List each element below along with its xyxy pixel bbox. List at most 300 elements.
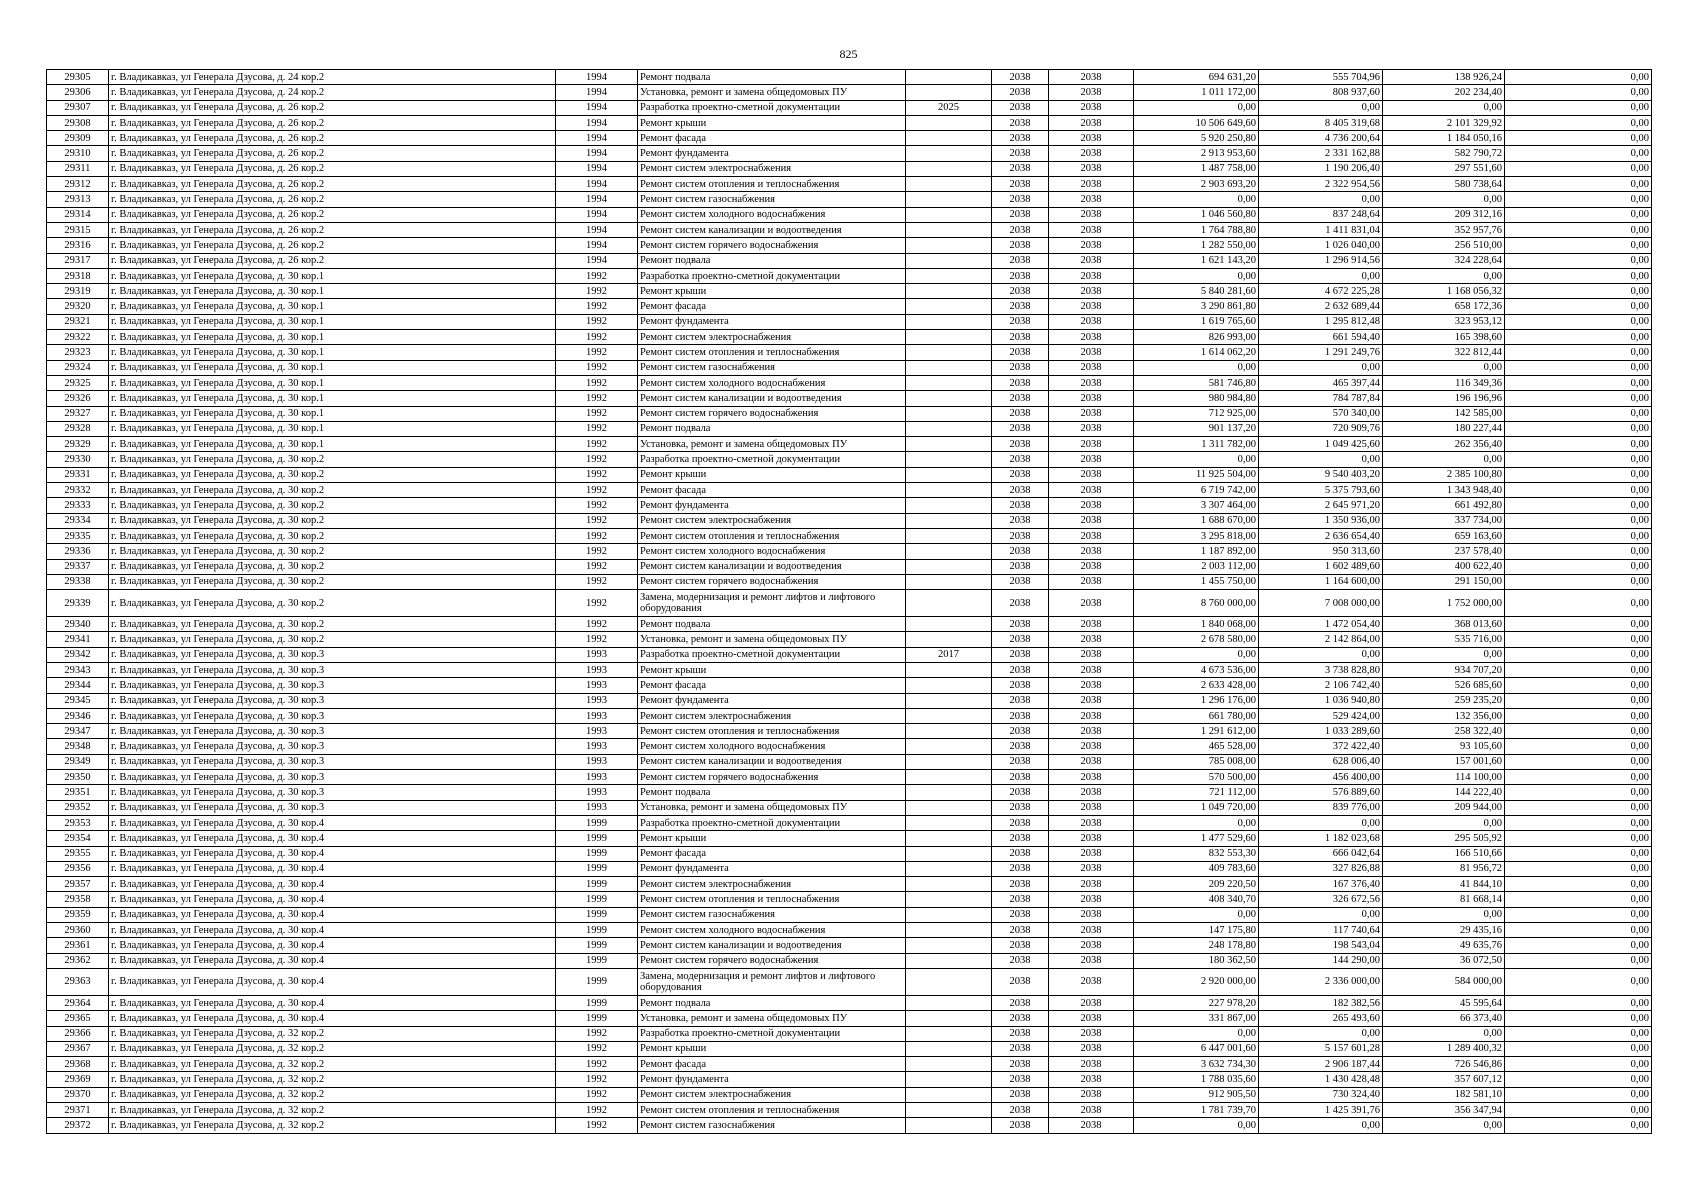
- fund-cost-cell: 372 422,40: [1259, 739, 1383, 754]
- other-cost-cell: 0,00: [1505, 161, 1652, 176]
- fund-cost-cell: 2 636 654,40: [1259, 528, 1383, 543]
- other-cost-cell: 0,00: [1505, 1057, 1652, 1072]
- fund-cost-cell: 839 776,00: [1259, 800, 1383, 815]
- start-year-cell: 2038: [992, 284, 1049, 299]
- total-cost-cell: 785 008,00: [1134, 754, 1259, 769]
- start-year-cell: 2038: [992, 467, 1049, 482]
- repair-schedule-table: [46, 69, 1652, 1134]
- row-number: 29340: [47, 617, 109, 632]
- built-year-cell: 1993: [556, 708, 638, 723]
- other-cost-cell: 0,00: [1505, 1026, 1652, 1041]
- fund-cost-cell: 1 425 391,76: [1259, 1103, 1383, 1118]
- row-number: 29347: [47, 724, 109, 739]
- other-cost-cell: 0,00: [1505, 131, 1652, 146]
- table-row: [47, 739, 1652, 754]
- planned-year-cell: [906, 907, 992, 922]
- work-type-cell: Ремонт крыши: [638, 1041, 906, 1056]
- table-row: [47, 800, 1652, 815]
- other-cost-cell: 0,00: [1505, 70, 1652, 85]
- built-year-cell: 1993: [556, 724, 638, 739]
- fund-cost-cell: 0,00: [1259, 192, 1383, 207]
- built-year-cell: 1992: [556, 452, 638, 467]
- other-cost-cell: 0,00: [1505, 406, 1652, 421]
- start-year-cell: 2038: [992, 452, 1049, 467]
- table-row: [47, 70, 1652, 85]
- owner-cost-cell: 237 578,40: [1383, 544, 1505, 559]
- owner-cost-cell: 81 956,72: [1383, 861, 1505, 876]
- fund-cost-cell: 2 322 954,56: [1259, 177, 1383, 192]
- owner-cost-cell: 0,00: [1383, 100, 1505, 115]
- end-year-cell: 2038: [1049, 953, 1134, 968]
- total-cost-cell: 0,00: [1134, 192, 1259, 207]
- total-cost-cell: 209 220,50: [1134, 877, 1259, 892]
- table-row: [47, 177, 1652, 192]
- planned-year-cell: [906, 1072, 992, 1087]
- row-number: 29305: [47, 70, 109, 85]
- row-number: 29326: [47, 391, 109, 406]
- row-number: 29322: [47, 330, 109, 345]
- other-cost-cell: 0,00: [1505, 693, 1652, 708]
- planned-year-cell: 2025: [906, 100, 992, 115]
- planned-year-cell: [906, 590, 992, 617]
- fund-cost-cell: 2 331 162,88: [1259, 146, 1383, 161]
- address-cell: г. Владикавказ, ул Генерала Дзусова, д. 26 кор.2: [109, 222, 556, 237]
- row-number: 29362: [47, 953, 109, 968]
- fund-cost-cell: 0,00: [1259, 268, 1383, 283]
- fund-cost-cell: 1 049 425,60: [1259, 437, 1383, 452]
- other-cost-cell: 0,00: [1505, 268, 1652, 283]
- total-cost-cell: 1 282 550,00: [1134, 238, 1259, 253]
- table-row: [47, 238, 1652, 253]
- table-row: [47, 923, 1652, 938]
- owner-cost-cell: 1 752 000,00: [1383, 590, 1505, 617]
- row-number: 29328: [47, 421, 109, 436]
- start-year-cell: 2038: [992, 1026, 1049, 1041]
- built-year-cell: 1994: [556, 70, 638, 85]
- total-cost-cell: 2 913 953,60: [1134, 146, 1259, 161]
- address-cell: г. Владикавказ, ул Генерала Дзусова, д. 26 кор.2: [109, 161, 556, 176]
- other-cost-cell: 0,00: [1505, 452, 1652, 467]
- total-cost-cell: 0,00: [1134, 815, 1259, 830]
- other-cost-cell: 0,00: [1505, 513, 1652, 528]
- start-year-cell: 2038: [992, 345, 1049, 360]
- owner-cost-cell: 0,00: [1383, 1118, 1505, 1133]
- start-year-cell: 2038: [992, 161, 1049, 176]
- planned-year-cell: [906, 724, 992, 739]
- table-row: [47, 1118, 1652, 1133]
- fund-cost-cell: 265 493,60: [1259, 1011, 1383, 1026]
- start-year-cell: 2038: [992, 617, 1049, 632]
- fund-cost-cell: 2 142 864,00: [1259, 632, 1383, 647]
- planned-year-cell: [906, 632, 992, 647]
- end-year-cell: 2038: [1049, 238, 1134, 253]
- table-row: [47, 632, 1652, 647]
- fund-cost-cell: 1 350 936,00: [1259, 513, 1383, 528]
- planned-year-cell: [906, 754, 992, 769]
- work-type-cell: Ремонт подвала: [638, 617, 906, 632]
- built-year-cell: 1999: [556, 877, 638, 892]
- planned-year-cell: [906, 161, 992, 176]
- start-year-cell: 2038: [992, 739, 1049, 754]
- address-cell: г. Владикавказ, ул Генерала Дзусова, д. 30 кор.2: [109, 513, 556, 528]
- row-number: 29324: [47, 360, 109, 375]
- work-type-cell: Ремонт систем газоснабжения: [638, 1118, 906, 1133]
- end-year-cell: 2038: [1049, 1041, 1134, 1056]
- planned-year-cell: [906, 437, 992, 452]
- table-row: [47, 907, 1652, 922]
- fund-cost-cell: 8 405 319,68: [1259, 115, 1383, 130]
- other-cost-cell: 0,00: [1505, 345, 1652, 360]
- work-type-cell: Ремонт систем горячего водоснабжения: [638, 406, 906, 421]
- row-number: 29357: [47, 877, 109, 892]
- fund-cost-cell: 1 182 023,68: [1259, 831, 1383, 846]
- total-cost-cell: 912 905,50: [1134, 1087, 1259, 1102]
- other-cost-cell: 0,00: [1505, 938, 1652, 953]
- row-number: 29356: [47, 861, 109, 876]
- fund-cost-cell: 1 190 206,40: [1259, 161, 1383, 176]
- start-year-cell: 2038: [992, 528, 1049, 543]
- other-cost-cell: 0,00: [1505, 100, 1652, 115]
- address-cell: г. Владикавказ, ул Генерала Дзусова, д. 30 кор.1: [109, 375, 556, 390]
- end-year-cell: 2038: [1049, 1011, 1134, 1026]
- other-cost-cell: 0,00: [1505, 483, 1652, 498]
- total-cost-cell: 1 619 765,60: [1134, 314, 1259, 329]
- fund-cost-cell: 1 430 428,48: [1259, 1072, 1383, 1087]
- other-cost-cell: 0,00: [1505, 330, 1652, 345]
- owner-cost-cell: 166 510,66: [1383, 846, 1505, 861]
- start-year-cell: 2038: [992, 437, 1049, 452]
- built-year-cell: 1999: [556, 938, 638, 953]
- work-type-cell: Ремонт фасада: [638, 483, 906, 498]
- address-cell: г. Владикавказ, ул Генерала Дзусова, д. 24 кор.2: [109, 85, 556, 100]
- work-type-cell: Ремонт систем газоснабжения: [638, 907, 906, 922]
- row-number: 29320: [47, 299, 109, 314]
- planned-year-cell: [906, 421, 992, 436]
- start-year-cell: 2038: [992, 299, 1049, 314]
- address-cell: г. Владикавказ, ул Генерала Дзусова, д. 30 кор.1: [109, 330, 556, 345]
- owner-cost-cell: 180 227,44: [1383, 421, 1505, 436]
- address-cell: г. Владикавказ, ул Генерала Дзусова, д. 30 кор.3: [109, 724, 556, 739]
- fund-cost-cell: 326 672,56: [1259, 892, 1383, 907]
- planned-year-cell: [906, 1011, 992, 1026]
- row-number: 29363: [47, 968, 109, 995]
- row-number: 29355: [47, 846, 109, 861]
- row-number: 29309: [47, 131, 109, 146]
- table-row: [47, 877, 1652, 892]
- work-type-cell: Ремонт подвала: [638, 253, 906, 268]
- owner-cost-cell: 182 581,10: [1383, 1087, 1505, 1102]
- work-type-cell: Ремонт фундамента: [638, 314, 906, 329]
- end-year-cell: 2038: [1049, 785, 1134, 800]
- fund-cost-cell: 9 540 403,20: [1259, 467, 1383, 482]
- address-cell: г. Владикавказ, ул Генерала Дзусова, д. 30 кор.2: [109, 452, 556, 467]
- start-year-cell: 2038: [992, 70, 1049, 85]
- fund-cost-cell: 5 157 601,28: [1259, 1041, 1383, 1056]
- table-row: [47, 1026, 1652, 1041]
- owner-cost-cell: 41 844,10: [1383, 877, 1505, 892]
- built-year-cell: 1999: [556, 892, 638, 907]
- row-number: 29331: [47, 467, 109, 482]
- row-number: 29345: [47, 693, 109, 708]
- table-row: [47, 192, 1652, 207]
- end-year-cell: 2038: [1049, 222, 1134, 237]
- end-year-cell: 2038: [1049, 268, 1134, 283]
- built-year-cell: 1992: [556, 513, 638, 528]
- work-type-cell: Ремонт подвала: [638, 785, 906, 800]
- table-row: [47, 314, 1652, 329]
- table-row: [47, 590, 1652, 617]
- address-cell: г. Владикавказ, ул Генерала Дзусова, д. 32 кор.2: [109, 1103, 556, 1118]
- planned-year-cell: [906, 222, 992, 237]
- planned-year-cell: 2017: [906, 647, 992, 662]
- built-year-cell: 1992: [556, 330, 638, 345]
- owner-cost-cell: 29 435,16: [1383, 923, 1505, 938]
- other-cost-cell: 0,00: [1505, 299, 1652, 314]
- table-row: [47, 693, 1652, 708]
- fund-cost-cell: 2 906 187,44: [1259, 1057, 1383, 1072]
- owner-cost-cell: 535 716,00: [1383, 632, 1505, 647]
- address-cell: г. Владикавказ, ул Генерала Дзусова, д. 30 кор.1: [109, 268, 556, 283]
- fund-cost-cell: 0,00: [1259, 1118, 1383, 1133]
- work-type-cell: Ремонт систем холодного водоснабжения: [638, 375, 906, 390]
- total-cost-cell: 581 746,80: [1134, 375, 1259, 390]
- table-row: [47, 892, 1652, 907]
- end-year-cell: 2038: [1049, 314, 1134, 329]
- row-number: 29358: [47, 892, 109, 907]
- address-cell: г. Владикавказ, ул Генерала Дзусова, д. 32 кор.2: [109, 1026, 556, 1041]
- row-number: 29335: [47, 528, 109, 543]
- end-year-cell: 2038: [1049, 846, 1134, 861]
- owner-cost-cell: 322 812,44: [1383, 345, 1505, 360]
- other-cost-cell: 0,00: [1505, 1087, 1652, 1102]
- fund-cost-cell: 1 411 831,04: [1259, 222, 1383, 237]
- total-cost-cell: 721 112,00: [1134, 785, 1259, 800]
- built-year-cell: 1994: [556, 85, 638, 100]
- other-cost-cell: 0,00: [1505, 662, 1652, 677]
- planned-year-cell: [906, 800, 992, 815]
- row-number: 29370: [47, 1087, 109, 1102]
- owner-cost-cell: 138 926,24: [1383, 70, 1505, 85]
- planned-year-cell: [906, 268, 992, 283]
- address-cell: г. Владикавказ, ул Генерала Дзусова, д. 26 кор.2: [109, 146, 556, 161]
- end-year-cell: 2038: [1049, 938, 1134, 953]
- address-cell: г. Владикавказ, ул Генерала Дзусова, д. 30 кор.1: [109, 406, 556, 421]
- row-number: 29316: [47, 238, 109, 253]
- end-year-cell: 2038: [1049, 678, 1134, 693]
- table-row: [47, 724, 1652, 739]
- address-cell: г. Владикавказ, ул Генерала Дзусова, д. 30 кор.3: [109, 754, 556, 769]
- built-year-cell: 1992: [556, 1041, 638, 1056]
- row-number: 29371: [47, 1103, 109, 1118]
- other-cost-cell: 0,00: [1505, 724, 1652, 739]
- total-cost-cell: 3 307 464,00: [1134, 498, 1259, 513]
- work-type-cell: Установка, ремонт и замена общедомовых ПУ: [638, 632, 906, 647]
- planned-year-cell: [906, 513, 992, 528]
- owner-cost-cell: 368 013,60: [1383, 617, 1505, 632]
- end-year-cell: 2038: [1049, 528, 1134, 543]
- work-type-cell: Ремонт подвала: [638, 70, 906, 85]
- other-cost-cell: 0,00: [1505, 528, 1652, 543]
- fund-cost-cell: 1 472 054,40: [1259, 617, 1383, 632]
- start-year-cell: 2038: [992, 968, 1049, 995]
- address-cell: г. Владикавказ, ул Генерала Дзусова, д. 30 кор.1: [109, 284, 556, 299]
- planned-year-cell: [906, 877, 992, 892]
- row-number: 29306: [47, 85, 109, 100]
- other-cost-cell: 0,00: [1505, 632, 1652, 647]
- planned-year-cell: [906, 375, 992, 390]
- total-cost-cell: 147 175,80: [1134, 923, 1259, 938]
- built-year-cell: 1993: [556, 754, 638, 769]
- end-year-cell: 2038: [1049, 421, 1134, 436]
- start-year-cell: 2038: [992, 391, 1049, 406]
- total-cost-cell: 4 673 536,00: [1134, 662, 1259, 677]
- work-type-cell: Ремонт подвала: [638, 995, 906, 1010]
- total-cost-cell: 0,00: [1134, 452, 1259, 467]
- row-number: 29325: [47, 375, 109, 390]
- owner-cost-cell: 66 373,40: [1383, 1011, 1505, 1026]
- other-cost-cell: 0,00: [1505, 708, 1652, 723]
- row-number: 29318: [47, 268, 109, 283]
- total-cost-cell: 1 688 670,00: [1134, 513, 1259, 528]
- address-cell: г. Владикавказ, ул Генерала Дзусова, д. 30 кор.4: [109, 1011, 556, 1026]
- total-cost-cell: 180 362,50: [1134, 953, 1259, 968]
- work-type-cell: Ремонт систем отопления и теплоснабжения: [638, 724, 906, 739]
- end-year-cell: 2038: [1049, 375, 1134, 390]
- row-number: 29346: [47, 708, 109, 723]
- other-cost-cell: 0,00: [1505, 1041, 1652, 1056]
- built-year-cell: 1999: [556, 923, 638, 938]
- other-cost-cell: 0,00: [1505, 85, 1652, 100]
- fund-cost-cell: 1 026 040,00: [1259, 238, 1383, 253]
- table-row: [47, 953, 1652, 968]
- built-year-cell: 1999: [556, 968, 638, 995]
- work-type-cell: Ремонт фасада: [638, 299, 906, 314]
- owner-cost-cell: 0,00: [1383, 360, 1505, 375]
- planned-year-cell: [906, 406, 992, 421]
- planned-year-cell: [906, 391, 992, 406]
- owner-cost-cell: 196 196,96: [1383, 391, 1505, 406]
- fund-cost-cell: 4 672 225,28: [1259, 284, 1383, 299]
- owner-cost-cell: 726 546,86: [1383, 1057, 1505, 1072]
- address-cell: г. Владикавказ, ул Генерала Дзусова, д. 30 кор.3: [109, 678, 556, 693]
- work-type-cell: Ремонт систем канализации и водоотведения: [638, 938, 906, 953]
- planned-year-cell: [906, 146, 992, 161]
- other-cost-cell: 0,00: [1505, 437, 1652, 452]
- built-year-cell: 1992: [556, 284, 638, 299]
- fund-cost-cell: 1 036 940,80: [1259, 693, 1383, 708]
- address-cell: г. Владикавказ, ул Генерала Дзусова, д. 30 кор.2: [109, 559, 556, 574]
- table-row: [47, 770, 1652, 785]
- other-cost-cell: 0,00: [1505, 590, 1652, 617]
- built-year-cell: 1992: [556, 314, 638, 329]
- total-cost-cell: 408 340,70: [1134, 892, 1259, 907]
- work-type-cell: Ремонт систем холодного водоснабжения: [638, 207, 906, 222]
- other-cost-cell: 0,00: [1505, 861, 1652, 876]
- planned-year-cell: [906, 1118, 992, 1133]
- row-number: 29329: [47, 437, 109, 452]
- table-row: [47, 559, 1652, 574]
- fund-cost-cell: 167 376,40: [1259, 877, 1383, 892]
- fund-cost-cell: 2 106 742,40: [1259, 678, 1383, 693]
- row-number: 29339: [47, 590, 109, 617]
- built-year-cell: 1999: [556, 995, 638, 1010]
- table-row: [47, 938, 1652, 953]
- total-cost-cell: 0,00: [1134, 360, 1259, 375]
- built-year-cell: 1992: [556, 1072, 638, 1087]
- end-year-cell: 2038: [1049, 724, 1134, 739]
- fund-cost-cell: 950 313,60: [1259, 544, 1383, 559]
- address-cell: г. Владикавказ, ул Генерала Дзусова, д. 30 кор.4: [109, 953, 556, 968]
- address-cell: г. Владикавказ, ул Генерала Дзусова, д. 30 кор.2: [109, 632, 556, 647]
- other-cost-cell: 0,00: [1505, 647, 1652, 662]
- owner-cost-cell: 584 000,00: [1383, 968, 1505, 995]
- start-year-cell: 2038: [992, 1118, 1049, 1133]
- total-cost-cell: 1 788 035,60: [1134, 1072, 1259, 1087]
- address-cell: г. Владикавказ, ул Генерала Дзусова, д. 30 кор.1: [109, 391, 556, 406]
- other-cost-cell: 0,00: [1505, 238, 1652, 253]
- built-year-cell: 1993: [556, 662, 638, 677]
- end-year-cell: 2038: [1049, 831, 1134, 846]
- start-year-cell: 2038: [992, 590, 1049, 617]
- built-year-cell: 1993: [556, 785, 638, 800]
- end-year-cell: 2038: [1049, 192, 1134, 207]
- other-cost-cell: 0,00: [1505, 1011, 1652, 1026]
- end-year-cell: 2038: [1049, 161, 1134, 176]
- start-year-cell: 2038: [992, 406, 1049, 421]
- work-type-cell: Ремонт систем холодного водоснабжения: [638, 923, 906, 938]
- fund-cost-cell: 0,00: [1259, 100, 1383, 115]
- start-year-cell: 2038: [992, 831, 1049, 846]
- end-year-cell: 2038: [1049, 299, 1134, 314]
- work-type-cell: Разработка проектно-сметной документации: [638, 815, 906, 830]
- table-row: [47, 253, 1652, 268]
- end-year-cell: 2038: [1049, 1087, 1134, 1102]
- end-year-cell: 2038: [1049, 513, 1134, 528]
- address-cell: г. Владикавказ, ул Генерала Дзусова, д. 32 кор.2: [109, 1041, 556, 1056]
- table-row: [47, 678, 1652, 693]
- end-year-cell: 2038: [1049, 1118, 1134, 1133]
- table-row: [47, 846, 1652, 861]
- address-cell: г. Владикавказ, ул Генерала Дзусова, д. 30 кор.4: [109, 995, 556, 1010]
- planned-year-cell: [906, 574, 992, 589]
- total-cost-cell: 0,00: [1134, 268, 1259, 283]
- start-year-cell: 2038: [992, 207, 1049, 222]
- planned-year-cell: [906, 953, 992, 968]
- work-type-cell: Ремонт крыши: [638, 115, 906, 130]
- row-number: 29366: [47, 1026, 109, 1041]
- fund-cost-cell: 784 787,84: [1259, 391, 1383, 406]
- total-cost-cell: 5 840 281,60: [1134, 284, 1259, 299]
- fund-cost-cell: 661 594,40: [1259, 330, 1383, 345]
- row-number: 29350: [47, 770, 109, 785]
- row-number: 29364: [47, 995, 109, 1010]
- work-type-cell: Разработка проектно-сметной документации: [638, 452, 906, 467]
- fund-cost-cell: 730 324,40: [1259, 1087, 1383, 1102]
- row-number: 29344: [47, 678, 109, 693]
- work-type-cell: Ремонт систем электроснабжения: [638, 330, 906, 345]
- work-type-cell: Ремонт систем горячего водоснабжения: [638, 238, 906, 253]
- work-type-cell: Установка, ремонт и замена общедомовых ПУ: [638, 1011, 906, 1026]
- planned-year-cell: [906, 177, 992, 192]
- total-cost-cell: 1 455 750,00: [1134, 574, 1259, 589]
- other-cost-cell: 0,00: [1505, 953, 1652, 968]
- total-cost-cell: 409 783,60: [1134, 861, 1259, 876]
- built-year-cell: 1992: [556, 467, 638, 482]
- end-year-cell: 2038: [1049, 452, 1134, 467]
- other-cost-cell: 0,00: [1505, 739, 1652, 754]
- other-cost-cell: 0,00: [1505, 785, 1652, 800]
- end-year-cell: 2038: [1049, 1057, 1134, 1072]
